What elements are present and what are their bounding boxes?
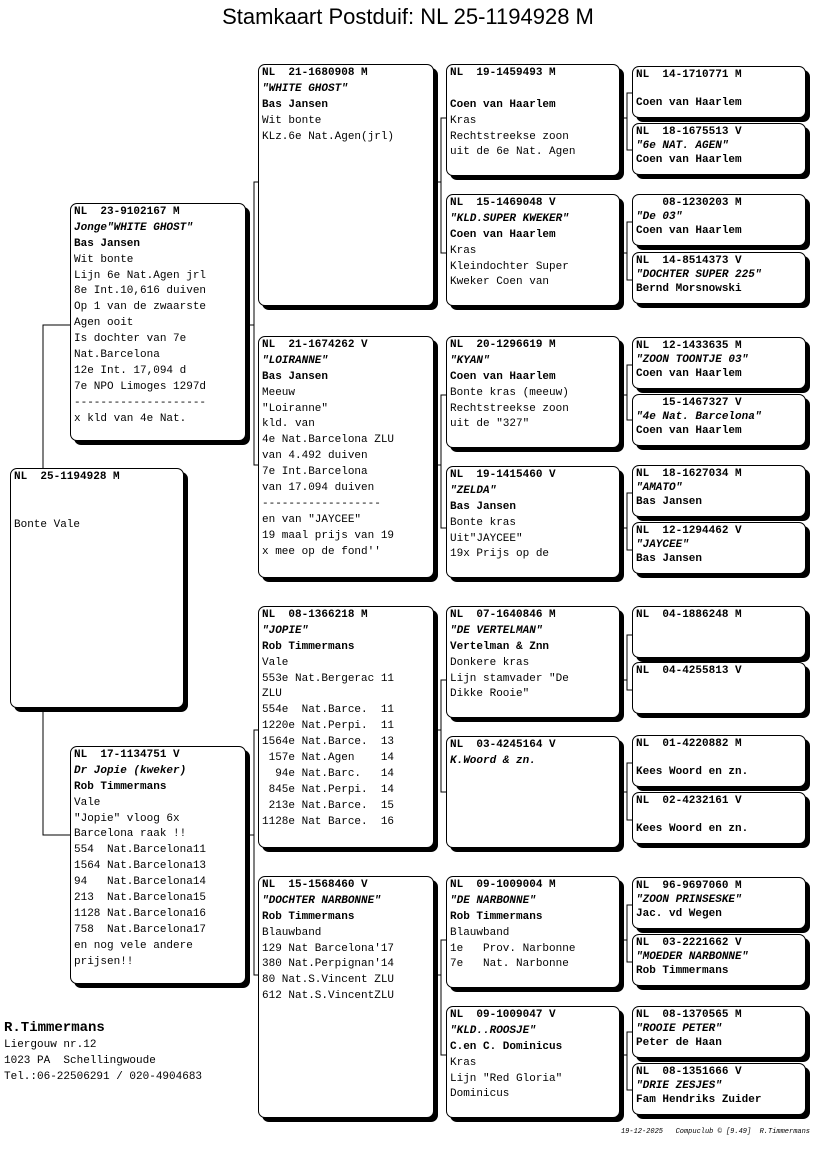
breeder-name: Bas Jansen — [450, 500, 517, 513]
ring-number: NL 03-2221662 V — [636, 937, 742, 949]
pedigree-box-gen3-5[interactable] — [446, 606, 620, 718]
info-line: ZLU — [262, 688, 282, 701]
breeder-name: Rob Timmermans — [262, 640, 355, 653]
info-line: Barcelona raak !! — [74, 828, 187, 841]
info-line: 19x Prijs op de — [450, 548, 550, 561]
bird-name: "ZELDA" — [450, 484, 497, 497]
info-line — [636, 808, 802, 822]
info-line: 845e Nat.Perpi. 14 — [262, 783, 395, 796]
pedigree-box-gen3-1[interactable] — [446, 64, 620, 176]
bird-name: "4e Nat. Barcelona" — [636, 411, 762, 423]
pedigree-box-gen4-3[interactable] — [632, 194, 806, 246]
pedigree-box-gen4-10[interactable] — [632, 662, 806, 714]
ring-number: NL 23-9102167 M — [74, 206, 180, 218]
bird-name: "KYAN" — [450, 354, 490, 367]
bird-name: Jonge"WHITE GHOST" — [74, 221, 193, 234]
info-line: Vale — [262, 656, 289, 669]
breeder-name: Bernd Morsnowski — [636, 283, 742, 295]
info-line: Lijn stamvader "De — [450, 672, 569, 685]
info-line: Nat.Barcelona — [74, 349, 160, 362]
bird-name: "De 03" — [636, 211, 683, 223]
ring-number: NL 09-1009004 M — [450, 879, 556, 891]
ring-number: NL 21-1680908 M — [262, 67, 368, 79]
breeder-name: Vertelman & Znn — [450, 640, 550, 653]
info-line: 553e Nat.Bergerac 11 — [262, 672, 395, 685]
bird-name: "KLD..ROOSJE" — [450, 1024, 536, 1037]
bird-name: "DOCHTER SUPER 225" — [636, 269, 762, 281]
ring-number: NL 18-1627034 M — [636, 468, 742, 480]
pedigree-box-sire[interactable] — [70, 203, 246, 441]
info-line — [14, 486, 180, 502]
pedigree-box-gen4-16[interactable] — [632, 1063, 806, 1115]
pedigree-box-gen3-8[interactable] — [446, 1006, 620, 1118]
pedigree-box-dam[interactable] — [70, 746, 246, 984]
ring-number: NL 03-4245164 V — [450, 739, 556, 751]
ring-number: NL 25-1194928 M — [14, 471, 120, 483]
info-line: van 4.492 duiven — [262, 450, 368, 463]
info-line: 213e Nat.Barce. 15 — [262, 799, 395, 812]
info-line: 554e Nat.Barce. 11 — [262, 704, 395, 717]
bird-name: Dr Jopie (kweker) — [74, 764, 187, 777]
info-line: Rechtstreekse zoon — [450, 130, 569, 143]
info-line: 1564 Nat.Barcelona13 — [74, 860, 207, 873]
info-line: KLz.6e Nat.Agen(jrl) — [262, 130, 395, 143]
ring-number: NL 14-8514373 V — [636, 255, 742, 267]
pedigree-box-granddam-maternal[interactable] — [258, 876, 434, 1118]
breeder-name: Coen van Haarlem — [450, 228, 556, 241]
info-line: Bonte Vale — [14, 518, 81, 531]
ring-number: NL 12-1294462 V — [636, 525, 742, 537]
footer-credits: 19-12-2025 Compuclub © [9.49] R.Timmermans — [620, 1128, 810, 1136]
owner-info — [4, 1018, 202, 1086]
info-line: Kras — [450, 1056, 477, 1069]
bird-name: "DRIE ZESJES" — [636, 1080, 722, 1092]
ring-number: 15-1467327 V — [636, 397, 742, 409]
ring-number: NL 14-1710771 M — [636, 69, 742, 81]
info-line: Donkere kras — [450, 656, 530, 669]
info-line: 380 Nat.Perpignan'14 — [262, 958, 395, 971]
ring-number: NL 17-1134751 V — [74, 749, 180, 761]
bird-name: "ZOON TOONTJE 03" — [636, 354, 749, 366]
pedigree-box-grandsire-maternal[interactable] — [258, 606, 434, 848]
info-line: 157e Nat.Agen 14 — [262, 752, 395, 765]
info-line: prijsen!! — [74, 955, 134, 968]
info-line: Wit bonte — [262, 114, 322, 127]
info-line: 7e Int.Barcelona — [262, 466, 368, 479]
info-line: Kleindochter Super — [450, 260, 569, 273]
breeder-name: Fam Hendriks Zuider — [636, 1094, 762, 1106]
ring-number: NL 15-1469048 V — [450, 197, 556, 209]
bird-name: "KLD.SUPER KWEKER" — [450, 212, 569, 225]
pedigree-box-gen4-6[interactable] — [632, 394, 806, 446]
breeder-name: Jac. vd Wegen — [636, 908, 722, 920]
info-line: 129 Nat Barcelona'17 — [262, 942, 395, 955]
pedigree-box-gen4-2[interactable] — [632, 123, 806, 175]
ring-number: NL 21-1674262 V — [262, 339, 368, 351]
breeder-name: Kees Woord en zn. — [636, 766, 749, 778]
pedigree-box-gen4-4[interactable] — [632, 252, 806, 304]
info-line: Op 1 van de zwaarste — [74, 301, 207, 314]
pedigree-box-gen4-14[interactable] — [632, 934, 806, 986]
ring-number: NL 07-1640846 M — [450, 609, 556, 621]
breeder-name: Rob Timmermans — [450, 910, 543, 923]
breeder-name: Bas Jansen — [262, 98, 329, 111]
info-line: 94e Nat.Barc. 14 — [262, 767, 395, 780]
ring-number: NL 08-1366218 M — [262, 609, 368, 621]
info-line: Lijn 6e Nat.Agen jrl — [74, 269, 207, 282]
pedigree-box-gen4-9[interactable] — [632, 606, 806, 658]
info-line: 612 Nat.S.VincentZLU — [262, 990, 395, 1003]
info-line: 8e Int.10,616 duiven — [74, 285, 207, 298]
bird-name: "LOIRANNE" — [262, 354, 329, 367]
pedigree-box-grandsire-paternal[interactable] — [258, 64, 434, 306]
info-line: 758 Nat.Barcelona17 — [74, 923, 207, 936]
info-line: en van "JAYCEE" — [262, 513, 362, 526]
breeder-name: Coen van Haarlem — [636, 154, 742, 166]
pedigree-box-gen4-7[interactable] — [632, 465, 806, 517]
pedigree-box-gen3-4[interactable] — [446, 466, 620, 578]
owner-phone: Tel.:06-22506291 / 020-4904683 — [4, 1070, 203, 1083]
info-line: 4e Nat.Barcelona ZLU — [262, 434, 395, 447]
info-line: Wit bonte — [74, 253, 134, 266]
pedigree-box-gen4-15[interactable] — [632, 1006, 806, 1058]
info-line: uit de 6e Nat. Agen — [450, 146, 576, 159]
pedigree-box-subject[interactable] — [10, 468, 184, 708]
info-line: Kras — [450, 114, 477, 127]
info-line — [450, 82, 616, 98]
info-line — [636, 82, 802, 96]
owner-name: R.Timmermans — [4, 1020, 105, 1036]
ring-number: NL 02-4232161 V — [636, 795, 742, 807]
info-line: uit de "327" — [450, 418, 530, 431]
owner-address: Liergouw nr.12 — [4, 1039, 97, 1051]
bird-name: "DE NARBONNE" — [450, 894, 536, 907]
breeder-name: Coen van Haarlem — [636, 368, 742, 380]
ring-number: NL 04-4255813 V — [636, 665, 742, 677]
breeder-name: Bas Jansen — [74, 237, 141, 250]
info-line: 94 Nat.Barcelona14 — [74, 876, 207, 889]
ring-number: NL 19-1415460 V — [450, 469, 556, 481]
ring-number: NL 20-1296619 M — [450, 339, 556, 351]
info-line: -------------------- — [74, 396, 207, 409]
info-line: 7e Nat. Narbonne — [450, 958, 569, 971]
info-line: Rechtstreekse zoon — [450, 402, 569, 415]
bird-name: "DE VERTELMAN" — [450, 624, 543, 637]
info-line: Agen ooit — [74, 317, 134, 330]
info-line — [636, 751, 802, 765]
info-line: Uit"JAYCEE" — [450, 532, 523, 545]
pedigree-box-gen4-1[interactable] — [632, 66, 806, 118]
info-line: x kld van 4e Nat. — [74, 412, 187, 425]
info-line — [14, 502, 180, 518]
info-line: Vale — [74, 796, 101, 809]
info-line: Dominicus — [450, 1088, 510, 1101]
ring-number: NL 96-9697060 M — [636, 880, 742, 892]
page-title: Stamkaart Postduif: NL 25-1194928 M — [222, 4, 594, 29]
pedigree-box-gen3-2[interactable] — [446, 194, 620, 306]
bird-name: "WHITE GHOST" — [262, 82, 348, 95]
breeder-name: Bas Jansen — [636, 553, 703, 565]
info-line: Lijn "Red Gloria" — [450, 1072, 563, 1085]
pedigree-box-gen4-8[interactable] — [632, 522, 806, 574]
ring-number: NL 18-1675513 V — [636, 126, 742, 138]
ring-number: NL 01-4220882 M — [636, 738, 742, 750]
bird-name: "ZOON PRINSESKE" — [636, 894, 742, 906]
breeder-name: Rob Timmermans — [74, 780, 167, 793]
ring-number: NL 19-1459493 M — [450, 67, 556, 79]
pedigree-box-gen4-13[interactable] — [632, 877, 806, 929]
bird-name: "DOCHTER NARBONNE" — [262, 894, 381, 907]
info-line: 80 Nat.S.Vincent ZLU — [262, 974, 395, 987]
info-line: 1220e Nat.Perpi. 11 — [262, 720, 395, 733]
info-line: 1128 Nat.Barcelona16 — [74, 907, 207, 920]
info-line: 1e Prov. Narbonne — [450, 942, 576, 955]
ring-number: NL 08-1351666 V — [636, 1066, 742, 1078]
pedigree-box-gen3-6[interactable] — [446, 736, 620, 848]
info-line: "Loiranne" — [262, 402, 329, 415]
info-line: ------------------ — [262, 497, 381, 510]
breeder-name: Bas Jansen — [262, 370, 329, 383]
bird-name: "ROOIE PETER" — [636, 1023, 722, 1035]
info-line: Kras — [450, 244, 477, 257]
pedigree-box-gen4-11[interactable] — [632, 735, 806, 787]
info-line: Meeuw — [262, 386, 296, 399]
info-line: 19 maal prijs van 19 — [262, 529, 395, 542]
pedigree-box-gen3-3[interactable] — [446, 336, 620, 448]
info-line: Kweker Coen van — [450, 276, 550, 289]
info-line: kld. van — [262, 418, 315, 431]
info-line: Bonte kras (meeuw) — [450, 386, 569, 399]
info-line: Blauwband — [262, 926, 322, 939]
pedigree-box-gen4-5[interactable] — [632, 337, 806, 389]
breeder-name: Rob Timmermans — [262, 910, 355, 923]
breeder-name: Coen van Haarlem — [450, 370, 556, 383]
info-line: 7e NPO Limoges 1297d — [74, 380, 207, 393]
breeder-name: Rob Timmermans — [636, 965, 729, 977]
bird-name: "MOEDER NARBONNE" — [636, 951, 749, 963]
bird-name: "JOPIE" — [262, 624, 309, 637]
breeder-name: Coen van Haarlem — [636, 225, 742, 237]
info-line: 213 Nat.Barcelona15 — [74, 892, 207, 905]
info-line: 1128e Nat Barce. 16 — [262, 815, 395, 828]
info-line: Blauwband — [450, 926, 510, 939]
breeder-name: Kees Woord en zn. — [636, 823, 749, 835]
breeder-name: Coen van Haarlem — [450, 98, 556, 111]
ring-number: NL 08-1370565 M — [636, 1009, 742, 1021]
breeder-name: Coen van Haarlem — [636, 97, 742, 109]
info-line: 1564e Nat.Barce. 13 — [262, 736, 395, 749]
bird-name: "AMATO" — [636, 482, 683, 494]
ring-number: NL 04-1886248 M — [636, 609, 742, 621]
pedigree-box-gen4-12[interactable] — [632, 792, 806, 844]
bird-name: "6e NAT. AGEN" — [636, 140, 729, 152]
ring-number: NL 15-1568460 V — [262, 879, 368, 891]
info-line: van 17.094 duiven — [262, 482, 375, 495]
info-line: 554 Nat.Barcelona11 — [74, 844, 207, 857]
ring-number: NL 09-1009047 V — [450, 1009, 556, 1021]
ring-number: 08-1230203 M — [636, 197, 742, 209]
pedigree-box-gen3-7[interactable] — [446, 876, 620, 988]
ring-number: NL 12-1433635 M — [636, 340, 742, 352]
owner-postcode-city: 1023 PA Schellingwoude — [4, 1054, 156, 1067]
info-line: 12e Int. 17,094 d — [74, 364, 187, 377]
info-line: x mee op de fond'' — [262, 545, 381, 558]
breeder-name: C.en C. Dominicus — [450, 1040, 563, 1053]
info-line: Bonte kras — [450, 516, 517, 529]
bird-name: "JAYCEE" — [636, 539, 689, 551]
info-line: Is dochter van 7e — [74, 333, 187, 346]
pedigree-box-granddam-paternal[interactable] — [258, 336, 434, 578]
breeder-name: Coen van Haarlem — [636, 425, 742, 437]
info-line: en nog vele andere — [74, 939, 193, 952]
bird-name: K.Woord & zn. — [450, 754, 536, 767]
breeder-name: Bas Jansen — [636, 496, 703, 508]
info-line: "Jopie" vloog 6x — [74, 812, 180, 825]
breeder-name: Peter de Haan — [636, 1037, 722, 1049]
info-line: Dikke Rooie" — [450, 688, 530, 701]
